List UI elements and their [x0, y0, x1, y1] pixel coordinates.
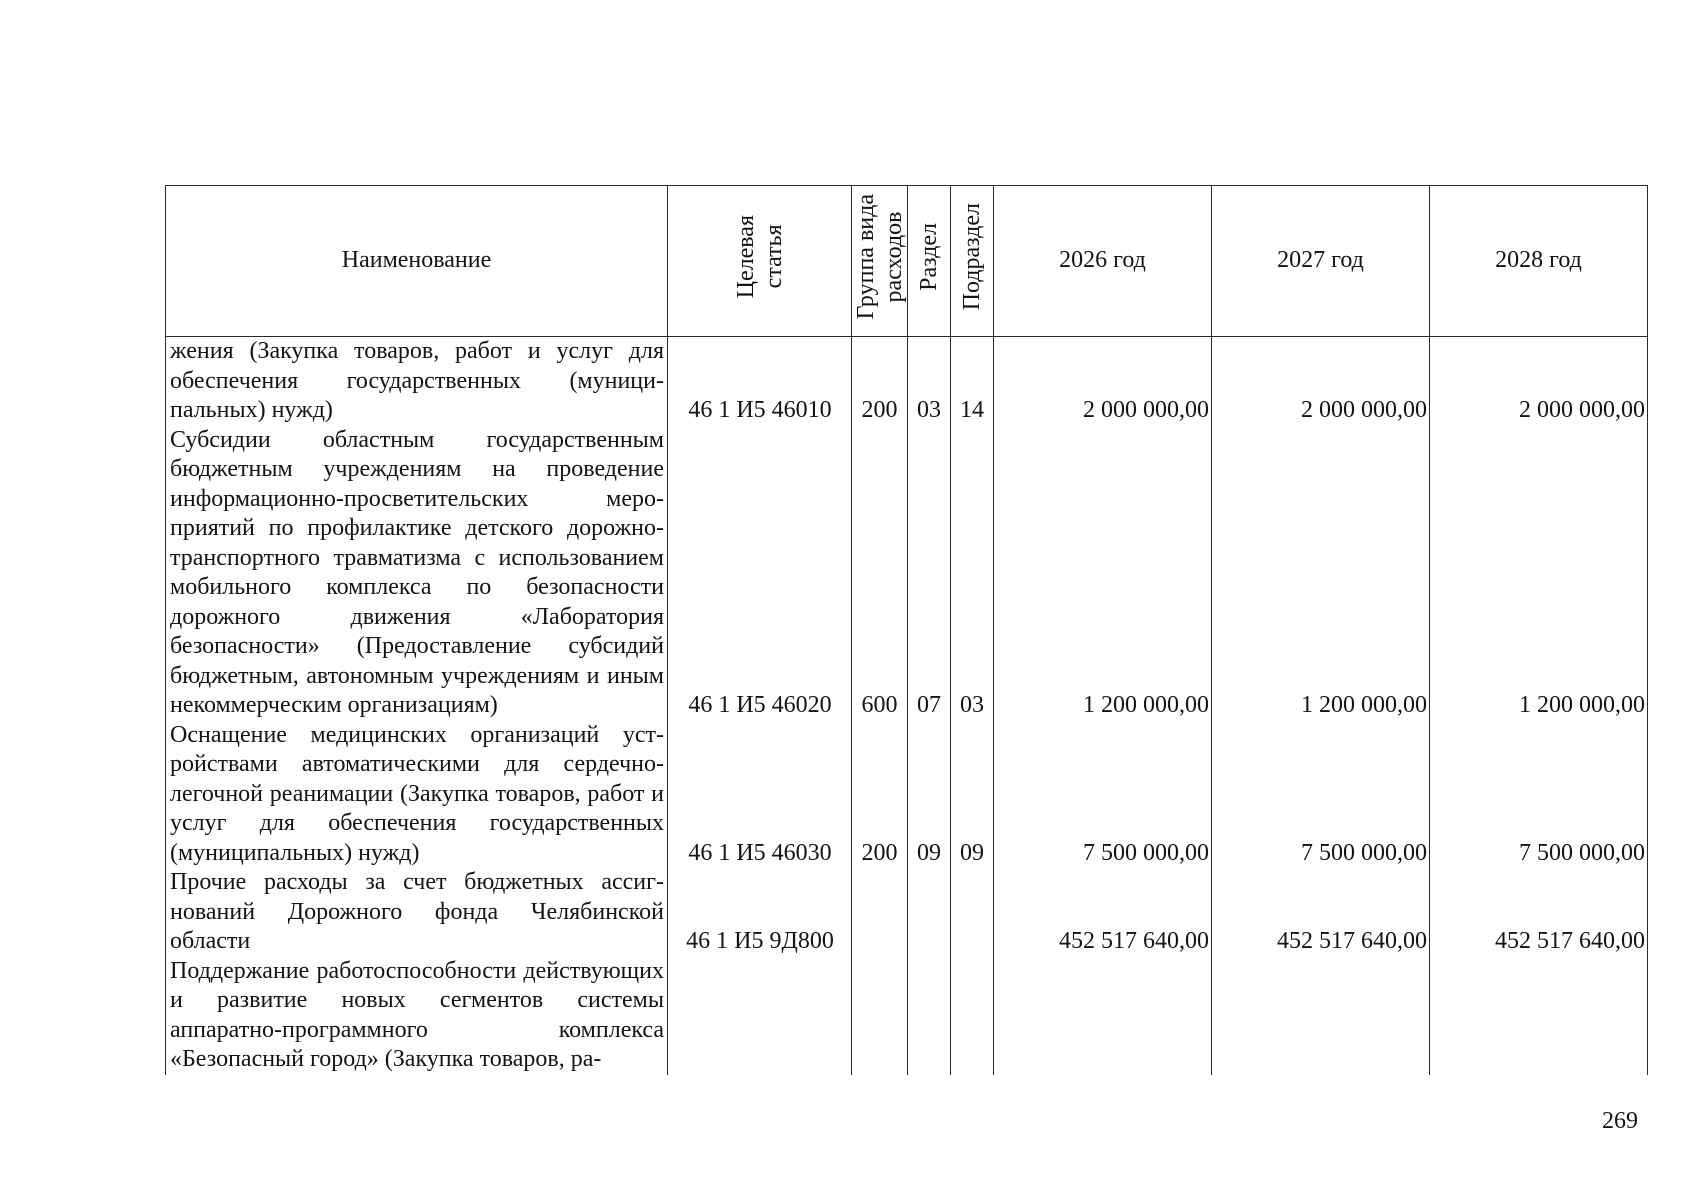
row-subsection: [951, 957, 994, 1075]
row-2026: 2 000 000,00: [994, 337, 1212, 426]
table-row: [166, 426, 1648, 721]
row-target: 46 1 И5 46030: [668, 721, 852, 869]
row-2028: 7 500 000,00: [1430, 721, 1648, 869]
header-row: [166, 186, 1648, 337]
row-subsection: 03: [951, 426, 994, 721]
row-2027: [1212, 957, 1430, 1075]
row-section: [908, 868, 951, 957]
row-target: [668, 957, 852, 1075]
row-name: Поддержание работоспособности действующих и развитие новых сегментов системы аппаратно-программного комплекса «Безопасный город» (Закупка товаров, ра-: [166, 957, 668, 1075]
table-row: [166, 868, 1648, 957]
row-2026: 452 517 640,00: [994, 868, 1212, 957]
row-group: 600: [852, 426, 908, 721]
row-2028: 1 200 000,00: [1430, 426, 1648, 721]
row-2028: 452 517 640,00: [1430, 868, 1648, 957]
row-name: Прочие расходы за счет бюджетных ассигнований Дорожного фонда Челябинской области: [166, 868, 668, 957]
header-group: Группа вида расходов: [852, 186, 908, 337]
row-2026: 7 500 000,00: [994, 721, 1212, 869]
row-target: 46 1 И5 46020: [668, 426, 852, 721]
row-target: 46 1 И5 9Д800: [668, 868, 852, 957]
row-2027: 2 000 000,00: [1212, 337, 1430, 426]
row-2028: [1430, 957, 1648, 1075]
row-name: жения (Закупка товаров, работ и услуг для обеспечения государственных (муниципальных) нужд): [166, 337, 668, 426]
row-subsection: 14: [951, 337, 994, 426]
header-2028: 2028 год: [1430, 186, 1648, 337]
row-2027: 1 200 000,00: [1212, 426, 1430, 721]
page-number: 269: [1602, 1108, 1638, 1134]
header-2027: 2027 год: [1212, 186, 1430, 337]
row-section: 07: [908, 426, 951, 721]
row-2026: 1 200 000,00: [994, 426, 1212, 721]
row-group: 200: [852, 721, 908, 869]
row-2026: [994, 957, 1212, 1075]
row-name: Оснащение медицинских организаций устройствами автоматическими для сердечнолегочной реанимации (Закупка товаров, работ и услуг для обеспечения государственных (муниципальных) нужд): [166, 721, 668, 869]
header-2026: 2026 год: [994, 186, 1212, 337]
header-section: Раздел: [908, 186, 951, 337]
row-target: 46 1 И5 46010: [668, 337, 852, 426]
row-section: 09: [908, 721, 951, 869]
row-subsection: [951, 868, 994, 957]
row-subsection: 09: [951, 721, 994, 869]
budget-table: [165, 185, 1648, 1075]
row-group: 200: [852, 337, 908, 426]
header-subsection: Подраздел: [951, 186, 994, 337]
row-group: [852, 868, 908, 957]
row-section: [908, 957, 951, 1075]
row-group: [852, 957, 908, 1075]
header-target: Целевая статья: [668, 186, 852, 337]
row-2027: 7 500 000,00: [1212, 721, 1430, 869]
row-name: Субсидии областным государственным бюджетным учреждениям на проведение информационно-просветительских мероприятий по профилактике детского дорожно-транспортного травматизма с использованием мобильного комплекса по безопасности дорожного движения «Лаборатория безопасности» (Предоставление субсидий бюджетным, автономным учреждениям и иным некоммерческим организациям): [166, 426, 668, 721]
table-row: [166, 721, 1648, 869]
row-2027: 452 517 640,00: [1212, 868, 1430, 957]
table-row: [166, 957, 1648, 1075]
header-name: Наименование: [166, 186, 668, 337]
row-2028: 2 000 000,00: [1430, 337, 1648, 426]
row-section: 03: [908, 337, 951, 426]
table-row: [166, 337, 1648, 426]
